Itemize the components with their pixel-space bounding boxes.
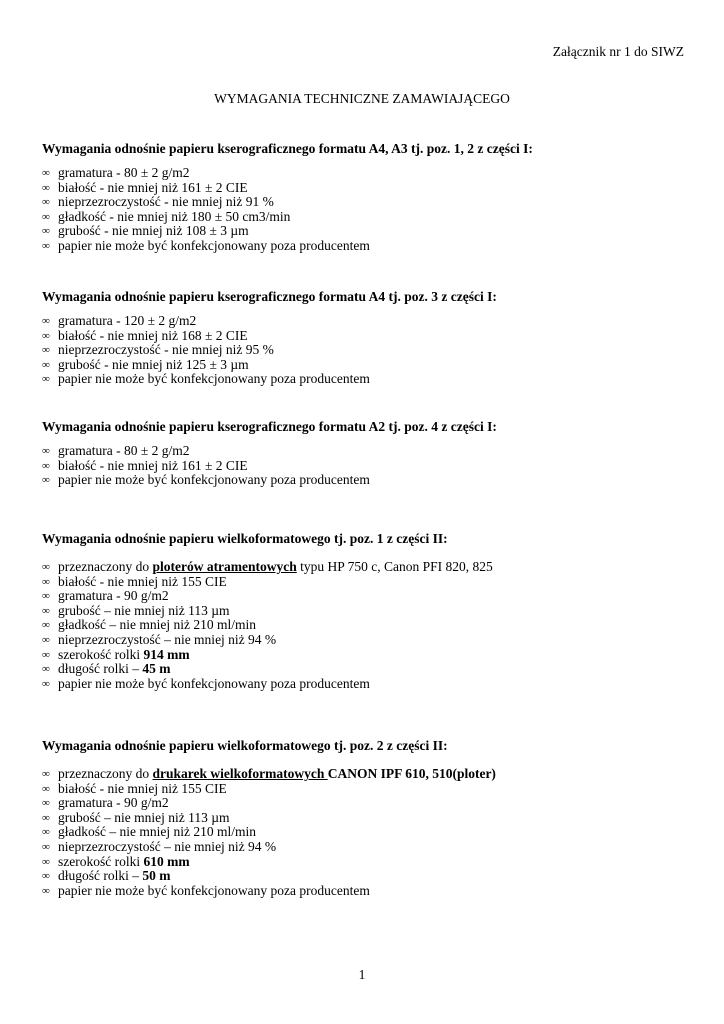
list-item: ∞ papier nie może być konfekcjonowany poza producentem: [42, 472, 370, 488]
bullet-icon: ∞: [42, 590, 50, 603]
section-heading: Wymagania odnośnie papieru kserograficznego formatu A2 tj. poz. 4 z części I:: [42, 419, 497, 434]
bullet-icon: ∞: [42, 663, 50, 676]
bullet-icon: ∞: [42, 811, 50, 824]
bullet-icon: ∞: [42, 648, 50, 661]
list-item: ∞ papier nie może być konfekcjonowany poza producentem: [42, 675, 370, 691]
bullet-icon: ∞: [42, 474, 50, 487]
list-item: ∞ gładkość – nie mniej niż 210 ml/min: [42, 824, 256, 840]
bullet-icon: ∞: [42, 768, 50, 780]
list-item: ∞ grubość – nie mniej niż 113 µm: [42, 602, 230, 618]
bullet-icon: ∞: [42, 797, 50, 810]
printer-type: ploterów atramentowych: [152, 559, 297, 574]
bullet-icon: ∞: [42, 826, 50, 839]
list-item: ∞ gładkość - nie mniej niż 180 ± 50 cm3/min: [42, 208, 291, 224]
bullet-icon: ∞: [42, 840, 50, 853]
bullet-icon: ∞: [42, 870, 50, 883]
list-item: ∞ białość - nie mniej niż 168 ± 2 CIE: [42, 327, 248, 343]
list-item: ∞ nieprzezroczystość - nie mniej niż 91 %: [42, 194, 274, 210]
bullet-icon: ∞: [42, 884, 50, 897]
list-item: ∞ grubość – nie mniej niż 113 µm: [42, 809, 230, 825]
section-a4: [42, 289, 692, 387]
requirements-list: [42, 767, 692, 898]
section-large-format-1: [42, 531, 692, 691]
roll-length-value: 45 m: [142, 661, 171, 677]
page-number: 1: [358, 967, 366, 982]
list-item: ∞ szerokość rolki 914 mm: [42, 646, 190, 662]
roll-width-value: 610 mm: [143, 853, 190, 869]
roll-length-value: 50 m: [142, 868, 171, 884]
list-item: ∞ grubość - nie mniej niż 108 ± 3 µm: [42, 223, 249, 239]
list-item: ∞ grubość - nie mniej niż 125 ± 3 µm: [42, 356, 249, 372]
requirements-list: [42, 166, 692, 254]
section-a4-a3: [42, 141, 692, 254]
bullet-icon: ∞: [42, 196, 50, 209]
list-item: ∞ papier nie może być konfekcjonowany poza producentem: [42, 237, 370, 253]
bullet-icon: ∞: [42, 315, 50, 327]
list-item: ∞ białość - nie mniej niż 155 CIE: [42, 780, 227, 796]
bullet-icon: ∞: [42, 167, 50, 179]
bullet-icon: ∞: [42, 459, 50, 472]
bullet-icon: ∞: [42, 373, 50, 386]
list-item: ∞ białość - nie mniej niż 161 ± 2 CIE: [42, 457, 248, 473]
list-item: ∞ białość - nie mniej niż 155 CIE: [42, 573, 227, 589]
bullet-icon: ∞: [42, 575, 50, 588]
list-item: ∞ długość rolki – 50 m: [42, 868, 171, 884]
attachment-label: Załącznik nr 1 do SIWZ: [552, 44, 684, 59]
bullet-icon: ∞: [42, 619, 50, 632]
list-item: ∞ długość rolki – 45 m: [42, 661, 171, 677]
section-heading: Wymagania odnośnie papieru wielkoformatowego tj. poz. 2 z części II:: [42, 738, 448, 753]
bullet-icon: ∞: [42, 561, 50, 573]
list-item: ∞ przeznaczony do drukarek wielkoformatowych CANON IPF 610, 510(ploter): [42, 766, 496, 781]
requirements-list: [42, 560, 692, 691]
bullet-icon: ∞: [42, 677, 50, 690]
requirements-list: [42, 444, 692, 488]
list-item: ∞ białość - nie mniej niż 161 ± 2 CIE: [42, 179, 248, 195]
bullet-icon: ∞: [42, 210, 50, 223]
list-item: ∞ nieprzezroczystość - nie mniej niż 95 %: [42, 342, 274, 358]
section-heading: Wymagania odnośnie papieru wielkoformatowego tj. poz. 1 z części II:: [42, 531, 448, 546]
document-title: WYMAGANIA TECHNICZNE ZAMAWIAJĄCEGO: [214, 91, 510, 106]
list-item: ∞ papier nie może być konfekcjonowany poza producentem: [42, 371, 370, 387]
section-heading: Wymagania odnośnie papieru kserograficznego formatu A4, A3 tj. poz. 1, 2 z części I:: [42, 141, 533, 156]
bullet-icon: ∞: [42, 604, 50, 617]
requirements-list: [42, 314, 692, 387]
list-item: ∞ nieprzezroczystość – nie mniej niż 94 %: [42, 838, 277, 854]
list-item: ∞ gramatura - 80 ± 2 g/m2: [42, 165, 190, 180]
list-item: ∞ papier nie może być konfekcjonowany poza producentem: [42, 882, 370, 898]
bullet-icon: ∞: [42, 358, 50, 371]
bullet-icon: ∞: [42, 445, 50, 457]
list-item: ∞ gramatura - 120 ± 2 g/m2: [42, 313, 197, 328]
section-a2: [42, 419, 692, 488]
roll-width-value: 914 mm: [143, 646, 190, 662]
bullet-icon: ∞: [42, 239, 50, 252]
bullet-icon: ∞: [42, 633, 50, 646]
list-item: ∞ szerokość rolki 610 mm: [42, 853, 190, 869]
bullet-icon: ∞: [42, 855, 50, 868]
list-item: ∞ gramatura - 90 g/m2: [42, 795, 169, 811]
bullet-icon: ∞: [42, 181, 50, 194]
list-item: ∞ gramatura - 90 g/m2: [42, 588, 169, 604]
list-item: ∞ przeznaczony do ploterów atramentowych typu HP 750 c, Canon PFI 820, 825: [42, 559, 493, 574]
bullet-icon: ∞: [42, 329, 50, 342]
list-item: ∞ gładkość – nie mniej niż 210 ml/min: [42, 617, 256, 633]
bullet-icon: ∞: [42, 225, 50, 238]
list-item: ∞ gramatura - 80 ± 2 g/m2: [42, 443, 190, 458]
bullet-icon: ∞: [42, 782, 50, 795]
list-item: ∞ nieprzezroczystość – nie mniej niż 94 %: [42, 631, 277, 647]
section-large-format-2: [42, 738, 692, 898]
printer-type: drukarek wielkoformatowych: [152, 766, 328, 781]
bullet-icon: ∞: [42, 344, 50, 357]
section-heading: Wymagania odnośnie papieru kserograficznego formatu A4 tj. poz. 3 z części I:: [42, 289, 497, 304]
